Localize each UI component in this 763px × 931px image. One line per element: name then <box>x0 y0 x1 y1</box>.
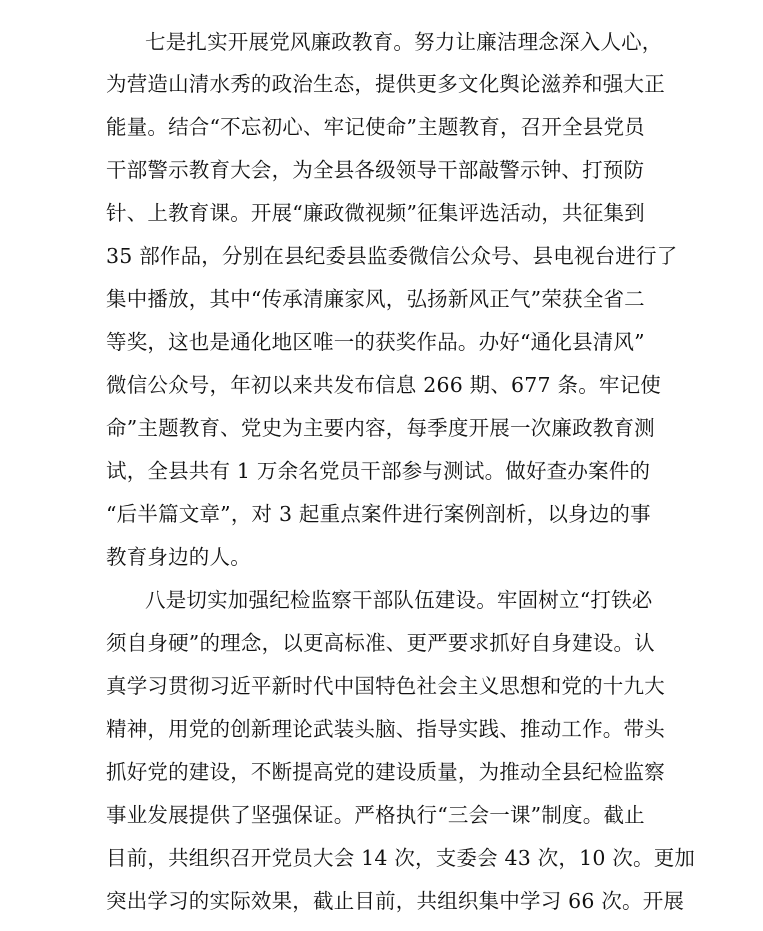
paragraph-7-line: 微信公众号，年初以来共发布信息 266 期、677 条。牢记使 <box>106 373 662 397</box>
paragraph-8-line: 真学习贯彻习近平新时代中国特色社会主义思想和党的十九大 <box>106 674 665 698</box>
paragraph-7-line: 35 部作品，分别在县纪委县监委微信公众号、县电视台进行了 <box>106 244 678 268</box>
paragraph-8-line: 事业发展提供了坚强保证。严格执行“三会一课”制度。截止 <box>106 803 645 827</box>
paragraph-7-line: 等奖，这也是通化地区唯一的获奖作品。办好“通化县清风” <box>106 330 645 354</box>
paragraph-7-line: 针、上教育课。开展“廉政微视频”征集评选活动，共征集到 <box>106 201 645 225</box>
paragraph-7-line: 集中播放，其中“传承清廉家风，弘扬新风正气”荣获全省二 <box>106 287 645 311</box>
paragraph-7-line: 教育身边的人。 <box>106 545 251 569</box>
paragraph-7-line: 能量。结合“不忘初心、牢记使命”主题教育，召开全县党员 <box>106 115 645 139</box>
paragraph-7-line: 为营造山清水秀的政治生态，提供更多文化舆论滋养和强大正 <box>106 72 665 96</box>
paragraph-8-line: 精神，用党的创新理论武装头脑、指导实践、推动工作。带头 <box>106 717 665 741</box>
paragraph-7-line: 干部警示教育大会，为全县各级领导干部敲警示钟、打预防 <box>106 158 645 182</box>
paragraph-7-line: 命”主题教育、党史为主要内容，每季度开展一次廉政教育测 <box>106 416 655 440</box>
paragraph-8-line: 八是切实加强纪检监察干部队伍建设。牢固树立“打铁必 <box>145 588 653 612</box>
paragraph-8-line: 突出学习的实际效果，截止目前，共组织集中学习 66 次。开展 <box>106 889 685 913</box>
paragraph-7-line: “后半篇文章”，对 3 起重点案件进行案例剖析，以身边的事 <box>106 502 651 526</box>
paragraph-8-line: 目前，共组织召开党员大会 14 次，支委会 43 次，10 次。更加 <box>106 846 696 870</box>
paragraph-8-line: 抓好党的建设，不断提高党的建设质量，为推动全县纪检监察 <box>106 760 665 784</box>
paragraph-7-line: 试，全县共有 1 万余名党员干部参与测试。做好查办案件的 <box>106 459 651 483</box>
paragraph-8-line: 须自身硬”的理念，以更高标准、更严要求抓好自身建设。认 <box>106 631 655 655</box>
paragraph-7-line: 七是扎实开展党风廉政教育。努力让廉洁理念深入人心， <box>145 30 663 54</box>
